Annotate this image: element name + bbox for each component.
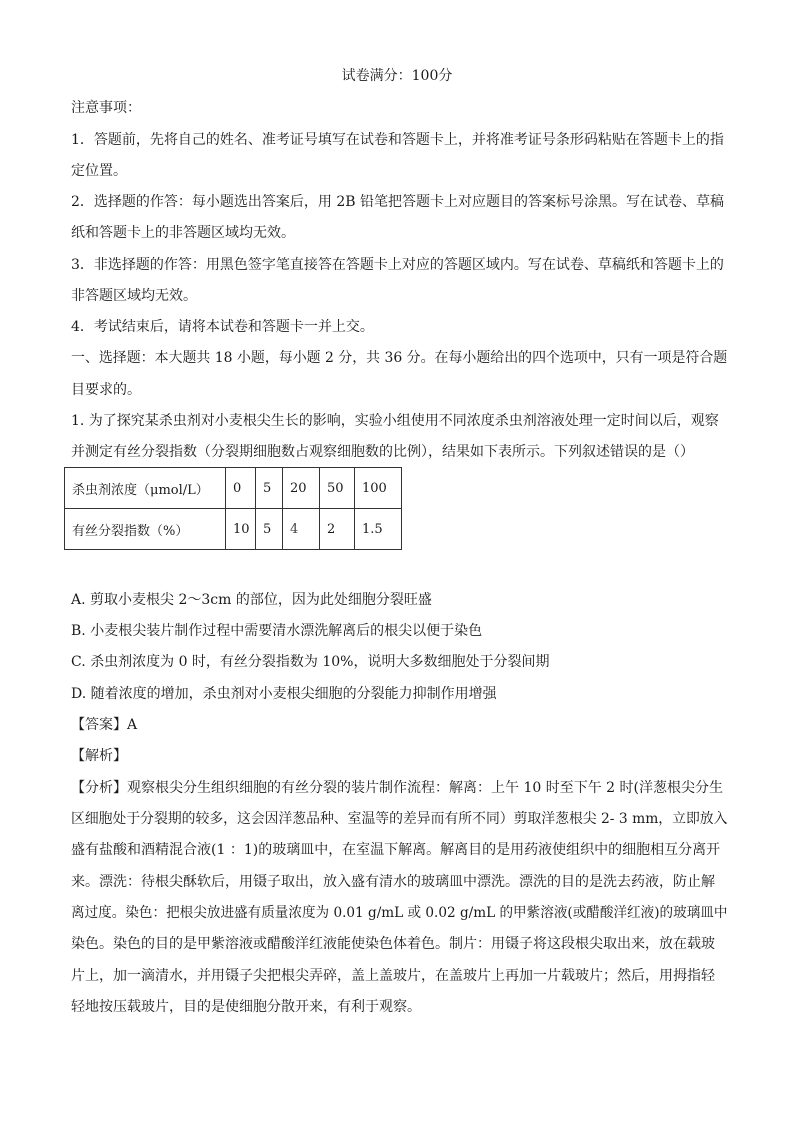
analysis-line: 染色。染色的目的是甲紫溶液或醋酸洋红液能使染色体着色。制片：用镊子将这段根尖取出来，放在载玻 <box>71 936 715 952</box>
notice-item-1-line-2: 定位置。 <box>71 163 127 179</box>
answer-label: 【答案】 <box>71 717 127 733</box>
table-row <box>65 509 402 550</box>
notice-heading: 注意事项： <box>71 100 141 116</box>
analysis-line: 离过度。染色：把根尖放进盛有质量浓度为 0.01 g/mL 或 0.02 g/mL 的甲紫溶液(或醋酸洋红液)的玻璃皿中 <box>71 905 728 921</box>
notice-item-2-line-1: 2．选择题的作答：每小题选出答案后，用 2B 铅笔把答题卡上对应题目的答案标号涂黑。写在试卷、草稿 <box>71 194 725 210</box>
option-d: D. 随着浓度的增加，杀虫剂对小麦根尖细胞的分裂能力抑制作用增强 <box>71 686 497 702</box>
table-cell: 1.5 <box>355 509 402 550</box>
analysis-line: 片上，加一滴清水，并用镊子尖把根尖弄碎，盖上盖玻片，在盖玻片上再加一片载玻片；然后，用拇指轻 <box>71 968 715 984</box>
answer-line <box>71 715 727 735</box>
analysis-line: 【分析】观察根尖分生组织细胞的有丝分裂的装片制作流程：解离：上午 10 时至下午 2 时(洋葱根尖分生 <box>71 780 723 796</box>
table-cell: 5 <box>256 468 283 509</box>
table-cell: 100 <box>355 468 402 509</box>
score-title: 试卷满分：100分 <box>341 68 453 84</box>
table-cell: 4 <box>283 509 320 550</box>
answer-value: A <box>127 717 138 733</box>
table-cell: 10 <box>226 509 256 550</box>
question-1-stem-line-1: 1. 为了探究某杀虫剂对小麦根尖生长的影响，实验小组使用不同浓度杀虫剂溶液处理一定时间以后，观察 <box>71 413 719 429</box>
table-cell: 杀虫剂浓度（μmol/L） <box>65 468 226 509</box>
notice-item-2-line-2: 纸和答题卡上的非答题区域均无效。 <box>71 225 295 241</box>
option-c: C. 杀虫剂浓度为 0 时，有丝分裂指数为 10%，说明大多数细胞处于分裂间期 <box>71 654 550 670</box>
table-cell: 20 <box>283 468 320 509</box>
notice-item-1-line-1: 1．答题前，先将自己的姓名、准考证号填写在试卷和答题卡上，并将准考证号条形码粘贴在答题卡上的指 <box>71 132 724 148</box>
question-1-stem-line-2: 并测定有丝分裂指数（分裂期细胞数占观察细胞数的比例），结果如下表所示。下列叙述错误的是（） <box>71 444 694 460</box>
table-cell: 5 <box>256 509 283 550</box>
analysis-line: 轻地按压载玻片，目的是使细胞分散开来，有利于观察。 <box>71 999 421 1015</box>
analysis-line: 区细胞处于分裂期的较多，这会因洋葱品种、室温等的差异而有所不同）剪取洋葱根尖 2- 3 mm，立即放入 <box>71 811 728 827</box>
section-heading-line-1: 一、选择题：本大题共 18 小题，每小题 2 分，共 36 分。在每小题给出的四个选项中，只有一项是符合题 <box>71 350 728 366</box>
option-a: A. 剪取小麦根尖 2～3cm 的部位，因为此处细胞分裂旺盛 <box>71 592 432 608</box>
results-table <box>64 467 402 550</box>
notice-item-3-line-2: 非答题区域均无效。 <box>71 288 197 304</box>
notice-item-4: 4．考试结束后，请将本试卷和答题卡一并上交。 <box>71 319 374 335</box>
table-cell: 50 <box>320 468 355 509</box>
table-row <box>65 468 402 509</box>
table-cell: 2 <box>320 509 355 550</box>
analysis-line: 盛有盐酸和酒精混合液(1 ：1)的玻璃皿中，在室温下解离。解离目的是用药液使组织中的细胞相互分离开 <box>71 842 721 858</box>
option-b: B. 小麦根尖装片制作过程中需要清水漂洗解离后的根尖以便于染色 <box>71 623 483 639</box>
analysis-line: 来。漂洗：待根尖酥软后，用镊子取出，放入盛有清水的玻璃皿中漂洗。漂洗的目的是洗去药液，防止解 <box>71 874 715 890</box>
notice-item-3-line-1: 3．非选择题的作答：用黑色签字笔直接答在答题卡上对应的答题区域内。写在试卷、草稿纸和答题卡上的 <box>71 257 724 273</box>
section-heading-line-2: 目要求的。 <box>71 382 141 398</box>
table-cell: 0 <box>226 468 256 509</box>
analysis-label: 【解析】 <box>71 748 127 764</box>
table-cell: 有丝分裂指数（%） <box>65 509 226 550</box>
